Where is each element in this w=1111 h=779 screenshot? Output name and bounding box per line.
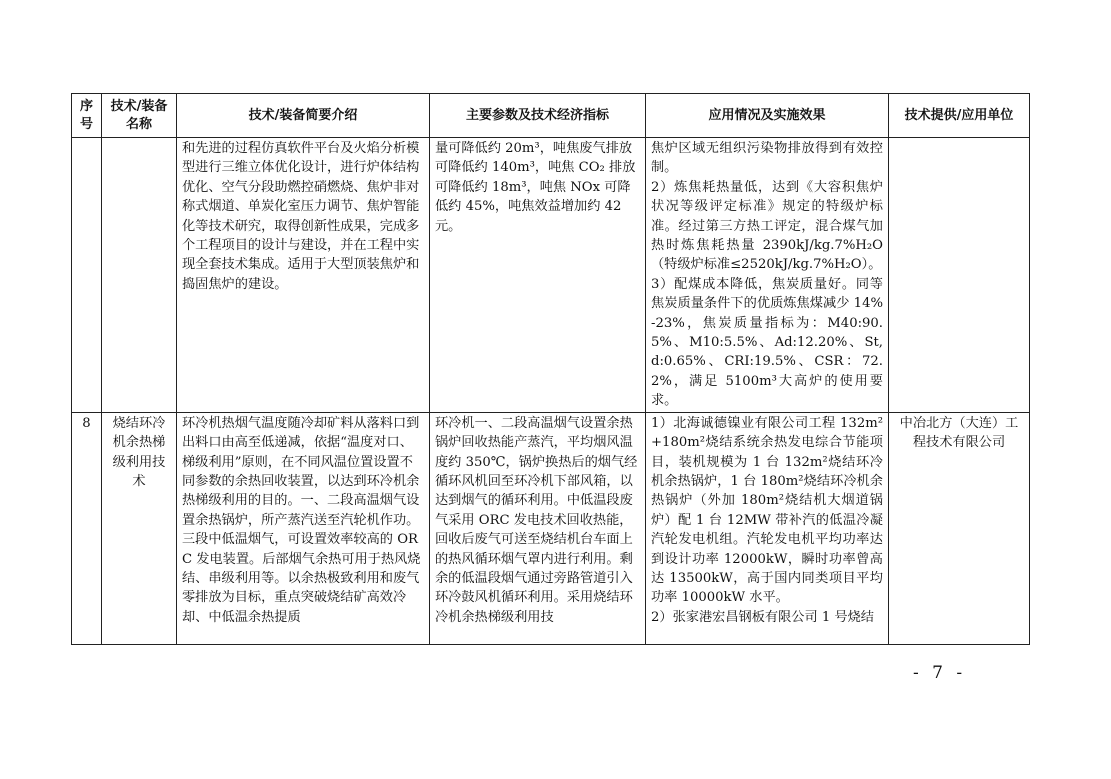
effect-paragraph: 2）炼焦耗热量低，达到《大容积焦炉状况等级评定标准》规定的特级炉标准。经过第三方热工评定，混合煤气加热时炼焦耗热量 2390kJ/kg.7%H₂O（特级炉标准≤2520kJ/kg.7%H₂O）。: [651, 179, 883, 273]
page-number: - 7 -: [913, 663, 967, 683]
table-header-row: [72, 94, 1030, 138]
header-effect: 应用情况及实施效果: [646, 94, 889, 138]
cell-effect: [646, 138, 889, 413]
table-row: [72, 412, 1030, 644]
header-params: 主要参数及技术经济指标: [430, 94, 646, 138]
effect-paragraph: 1）北海诚德镍业有限公司工程 132m²+180m²烧结系统余热发电综合节能项目，装机规模为 1 台 132m²烧结环冷机余热锅炉，1 台 180m²烧结环冷机余热锅炉（外加 180m²烧结机大烟道锅炉）配 1 台 12MW 带补汽的低温冷凝汽轮发电机组。汽轮发电机平均功率达到设计功率 12000kW，瞬时功率曾高达 13500kW，高于国内同类项目平均功率 10000kW 水平。: [651, 415, 883, 606]
table-row: [72, 138, 1030, 413]
cell-name: 烧结环冷机余热梯级利用技术: [102, 412, 177, 644]
effect-paragraph: 2）张家港宏昌钢板有限公司 1 号烧结: [651, 609, 874, 625]
effect-paragraph: 焦炉区域无组织污染物排放得到有效控制。: [651, 141, 883, 176]
cell-provider: 中冶北方（大连）工程技术有限公司: [889, 412, 1030, 644]
header-name: 技术/装备名称: [102, 94, 177, 138]
header-seq: 序号: [72, 94, 102, 138]
effect-paragraph: 3）配煤成本降低，焦炭质量好。同等焦炭质量条件下的优质炼焦煤减少 14%-23%，焦炭质量指标为：M40:90.5%、M10:5.5%、Ad:12.20%、St,d:0.65%、CRI:19.5%、CSR：72.2%，满足 5100m³大高炉的使用要求。: [651, 276, 883, 409]
header-intro: 技术/装备简要介绍: [177, 94, 430, 138]
cell-params: 量可降低约 20m³，吨焦废气排放可降低约 140m³，吨焦 CO₂ 排放可降低约 18m³，吨焦 NOx 可降低约 45%，吨焦效益增加约 42 元。: [430, 138, 646, 413]
cell-intro: 环冷机热烟气温度随冷却矿料从落料口到出料口由高至低递减，依据“温度对口、梯级利用”原则，在不同风温位置设置不同参数的余热回收装置，以达到环冷机余热梯级利用的目的。一、二段高温烟气设置余热锅炉，所产蒸汽送至汽轮机作功。三段中低温烟气，可设置效率较高的 ORC 发电装置。后部烟气余热可用于热风烧结、串级利用等。以余热极致利用和废气零排放为目标，重点突破烧结矿高效冷却、中低温余热提质: [177, 412, 430, 644]
cell-seq: 8: [72, 412, 102, 644]
cell-intro: 和先进的过程仿真软件平台及火焰分析模型进行三维立体优化设计，进行炉体结构优化、空气分段助燃控硝燃烧、焦炉非对称式烟道、单炭化室压力调节、焦炉智能化等技术研究，取得创新性成果，完成多个工程项目的设计与建设，并在工程中实现全套技术集成。适用于大型顶装焦炉和捣固焦炉的建设。: [177, 138, 430, 413]
cell-params: 环冷机一、二段高温烟气设置余热锅炉回收热能产蒸汽，平均烟风温度约 350℃，锅炉换热后的烟气经循环风机回至环冷机下部风箱，以达到烟气的循环利用。中低温段废气采用 ORC 发电技术回收热能，回收后废气可送至烧结机台车面上的热风循环烟气罩内进行利用。剩余的低温段烟气通过旁路管道引入环冷鼓风机循环利用。采用烧结环冷机余热梯级利用技: [430, 412, 646, 644]
cell-name: [102, 138, 177, 413]
tech-table: [71, 93, 1030, 645]
cell-seq: [72, 138, 102, 413]
cell-effect: [646, 412, 889, 644]
header-provider: 技术提供/应用单位: [889, 94, 1030, 138]
cell-provider: [889, 138, 1030, 413]
